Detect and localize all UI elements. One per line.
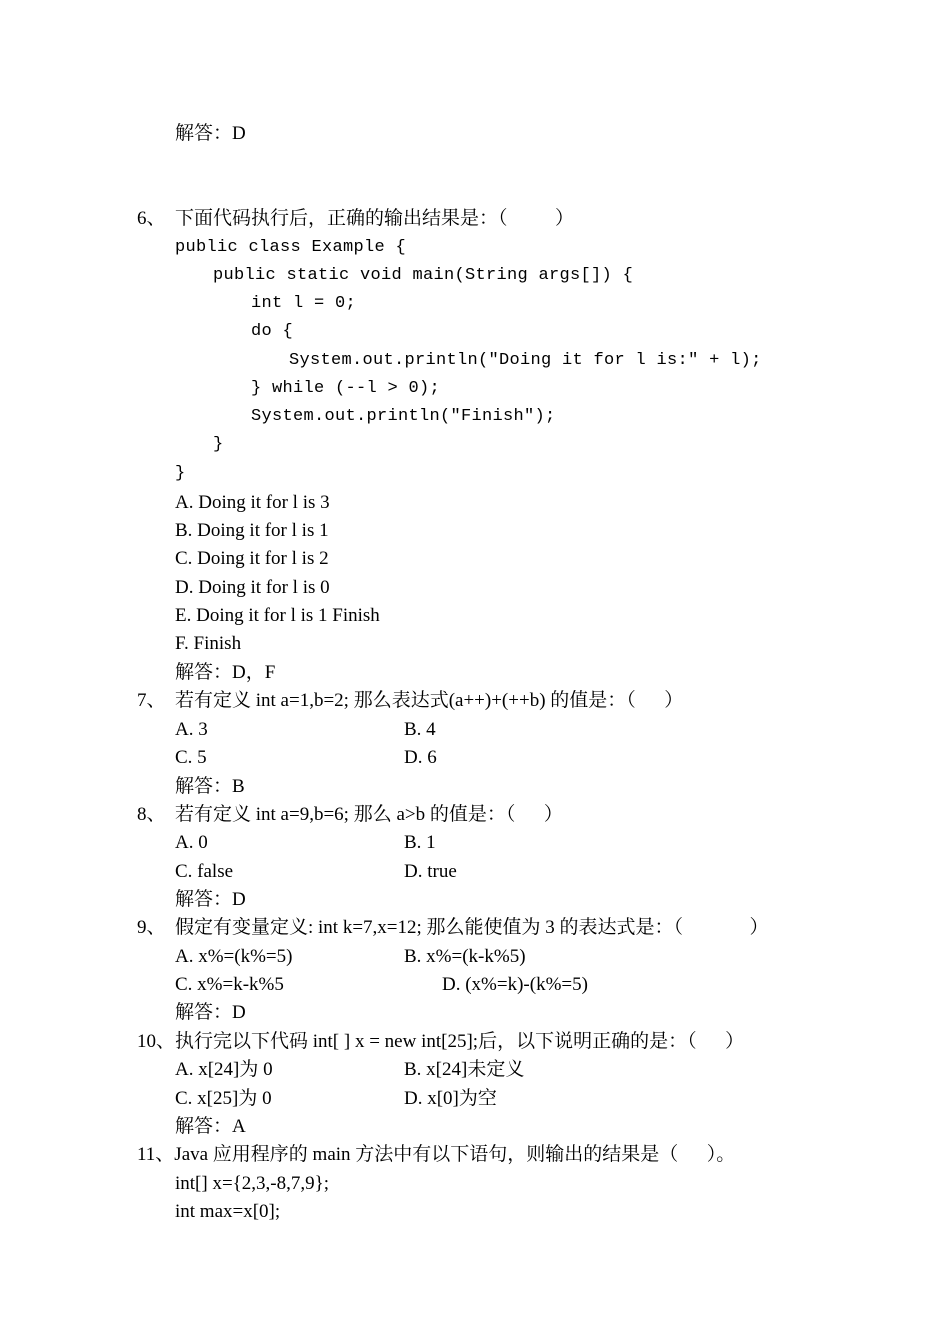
- q11-code-line: int[] x={2,3,-8,7,9};: [175, 1173, 330, 1194]
- q6-code-line: } while (--l > 0);: [251, 379, 441, 398]
- q6-code-line: public static void main(String args[]) {: [213, 266, 634, 285]
- q7-option-d: D. 6: [404, 747, 437, 768]
- q6-code-line: int l = 0;: [251, 294, 357, 313]
- q7-option-c: C. 5: [175, 747, 207, 768]
- q6-code-line: public class Example {: [175, 238, 407, 257]
- q6-option-d: D. Doing it for l is 0: [175, 577, 330, 598]
- q5-answer: 解答：D: [175, 123, 246, 144]
- q6-option-c: C. Doing it for l is 2: [175, 548, 329, 569]
- q6-option-a: A. Doing it for l is 3: [175, 492, 330, 513]
- q8-option-d: D. true: [404, 861, 457, 882]
- q9-option-d: D. (x%=k)-(k%=5): [442, 974, 588, 995]
- q8-stem: 8、 若有定义 int a=9,b=6; 那么 a>b 的值是：（ ）: [137, 804, 563, 825]
- q6-code-line: }: [175, 464, 186, 483]
- q9-answer: 解答：D: [175, 1002, 246, 1023]
- q7-option-a: A. 3: [175, 719, 208, 740]
- q10-option-d: D. x[0]为空: [404, 1088, 497, 1109]
- q6-stem: 6、 下面代码执行后，正确的输出结果是：（ ）: [137, 208, 575, 229]
- q6-code-line: do {: [251, 322, 294, 341]
- q9-stem: 9、 假定有变量定义: int k=7,x=12; 那么能使值为 3 的表达式是：（ ）: [137, 917, 769, 938]
- q8-option-c: C. false: [175, 861, 234, 882]
- q9-option-b: B. x%=(k-k%5): [404, 946, 526, 967]
- q9-option-c: C. x%=k-k%5: [175, 974, 284, 995]
- q10-option-b: B. x[24]未定义: [404, 1059, 525, 1080]
- q9-option-a: A. x%=(k%=5): [175, 946, 293, 967]
- q6-option-f: F. Finish: [175, 633, 242, 654]
- q6-code-line: System.out.println("Doing it for l is:" + l);: [289, 351, 762, 370]
- q10-answer: 解答：A: [175, 1116, 246, 1137]
- q6-option-b: B. Doing it for l is 1: [175, 520, 329, 541]
- q6-option-e: E. Doing it for l is 1 Finish: [175, 605, 380, 626]
- q10-stem: 10、执行完以下代码 int[ ] x = new int[25];后，以下说明正确的是：（ ）: [137, 1031, 745, 1052]
- q11-code-line: int max=x[0];: [175, 1201, 281, 1222]
- q10-option-c: C. x[25]为 0: [175, 1088, 272, 1109]
- q7-option-b: B. 4: [404, 719, 436, 740]
- q6-code-line: System.out.println("Finish");: [251, 407, 556, 426]
- q6-code-line: }: [213, 435, 224, 454]
- q7-answer: 解答：B: [175, 776, 245, 797]
- q10-option-a: A. x[24]为 0: [175, 1059, 273, 1080]
- q8-answer: 解答：D: [175, 889, 246, 910]
- q7-stem: 7、 若有定义 int a=1,b=2; 那么表达式(a++)+(++b) 的值是：（ ）: [137, 690, 684, 711]
- q8-option-a: A. 0: [175, 832, 208, 853]
- q6-answer: 解答：D，F: [175, 662, 276, 683]
- q11-stem: 11、Java 应用程序的 main 方法中有以下语句，则输出的结果是（ ）。: [137, 1144, 736, 1165]
- q8-option-b: B. 1: [404, 832, 436, 853]
